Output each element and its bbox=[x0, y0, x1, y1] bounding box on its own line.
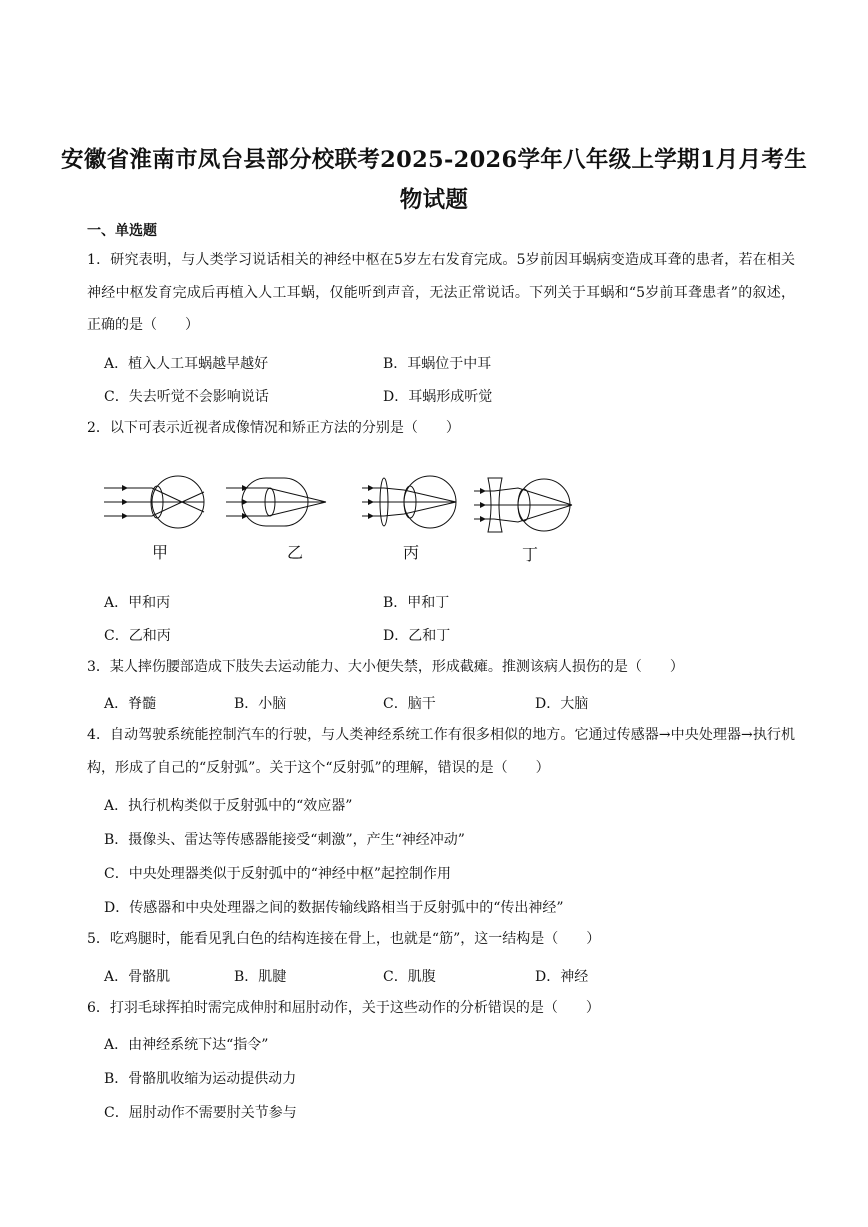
q6-option-c: C．屈肘动作不需要肘关节参与 bbox=[104, 1105, 297, 1121]
q6-option-b: B．骨骼肌收缩为运动提供动力 bbox=[104, 1071, 297, 1087]
q4-option-c: C．中央处理器类似于反射弧中的“神经中枢”起控制作用 bbox=[104, 866, 452, 882]
document-title-line2: 物试题 bbox=[399, 187, 469, 213]
eye-diagram-bing bbox=[358, 472, 468, 532]
q5-option-d: D．神经 bbox=[535, 969, 589, 985]
q3-option-d: D．大脑 bbox=[535, 696, 589, 712]
document-title-line1: 安徽省淮南市凤台县部分校联考2025-2026学年八年级上学期1月月考生 bbox=[60, 147, 808, 173]
eye-diagram-ding bbox=[472, 472, 582, 538]
eye-diagram-yi bbox=[222, 472, 332, 532]
q1-option-b: B．耳蜗位于中耳 bbox=[383, 356, 492, 372]
question-3-stem: 3．某人摔伤腰部造成下肢失去运动能力、大小便失禁，形成截瘫。推测该病人损伤的是（ ） bbox=[87, 659, 684, 675]
q4-option-d: D．传感器和中央处理器之间的数据传输线路相当于反射弧中的“传出神经” bbox=[104, 900, 564, 916]
q5-option-a: A．骨骼肌 bbox=[104, 969, 171, 985]
question-1-stem: 1．研究表明，与人类学习说话相关的神经中枢在5岁左右发育完成。5岁前因耳蜗病变造成耳聋的患者，若在相关神经中枢发育完成后再植入人工耳蜗，仅能听到声音，无法正常说话。下列关于耳蜗和“5岁前耳聋患者”的叙述，正确的是（ ） bbox=[87, 252, 795, 333]
figure-label-yi: 乙 bbox=[287, 543, 304, 562]
question-4-stem: 4．自动驾驶系统能控制汽车的行驶，与人类神经系统工作有很多相似的地方。它通过传感器→中央处理器→执行机构，形成了自己的“反射弧”。关于这个“反射弧”的理解，错误的是（ ） bbox=[87, 727, 795, 776]
q3-option-b: B．小脑 bbox=[234, 696, 287, 712]
q2-option-a: A．甲和丙 bbox=[104, 595, 171, 611]
eye-diagram-jia bbox=[100, 472, 210, 532]
question-6-stem: 6．打羽毛球挥拍时需完成伸肘和屈肘动作，关于这些动作的分析错误的是（ ） bbox=[87, 1000, 600, 1016]
q1-option-c: C．失去听觉不会影响说话 bbox=[104, 389, 269, 405]
q3-option-c: C．脑干 bbox=[383, 696, 436, 712]
figure-label-bing: 丙 bbox=[403, 543, 420, 562]
q2-option-c: C．乙和丙 bbox=[104, 628, 171, 644]
q1-option-d: D．耳蜗形成听觉 bbox=[383, 389, 493, 405]
figure-label-jia: 甲 bbox=[152, 543, 169, 562]
q2-option-d: D．乙和丁 bbox=[383, 628, 451, 644]
question-5-stem: 5．吃鸡腿时，能看见乳白色的结构连接在骨上，也就是“筋”，这一结构是（ ） bbox=[87, 931, 601, 947]
question-2-stem: 2．以下可表示近视者成像情况和矫正方法的分别是（ ） bbox=[87, 420, 460, 436]
q3-option-a: A．脊髓 bbox=[104, 696, 157, 712]
q4-option-b: B．摄像头、雷达等传感器能接受“刺激”，产生“神经冲动” bbox=[104, 832, 465, 848]
q6-option-a: A．由神经系统下达“指令” bbox=[104, 1037, 269, 1053]
section-heading: 一、单选题 bbox=[87, 223, 157, 239]
q2-option-b: B．甲和丁 bbox=[383, 595, 450, 611]
q1-option-a: A．植入人工耳蜗越早越好 bbox=[104, 356, 269, 372]
q5-option-c: C．肌腹 bbox=[383, 969, 436, 985]
q4-option-a: A．执行机构类似于反射弧中的“效应器” bbox=[104, 798, 353, 814]
q5-option-b: B．肌腱 bbox=[234, 969, 287, 985]
figure-label-ding: 丁 bbox=[522, 545, 539, 564]
